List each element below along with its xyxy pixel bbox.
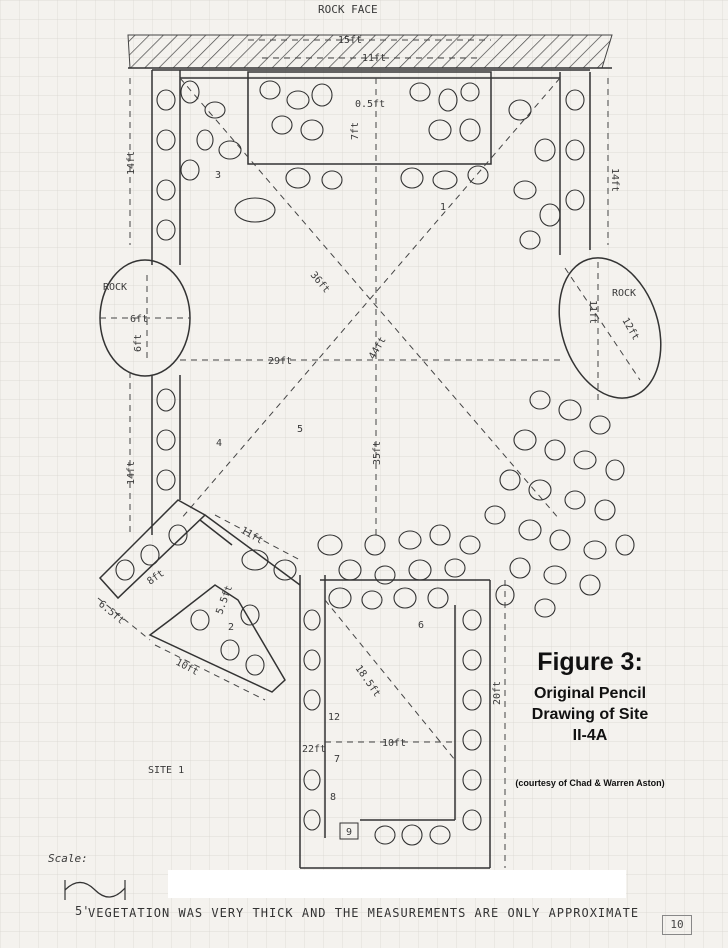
area-number: 8: [330, 792, 337, 803]
scale-value: 5': [75, 904, 90, 918]
figure-subtitle-line: II-4A: [572, 727, 608, 744]
dim-diag-center: 44ft: [367, 335, 389, 362]
area-number: 2: [228, 622, 235, 633]
area-number: 7: [334, 754, 341, 765]
dim-top-outer: 15ft: [338, 35, 363, 46]
figure-title: Figure 3:: [537, 648, 643, 676]
dim-top-inner: 11ft: [362, 53, 387, 64]
dim-rock-right-height: 11ft: [587, 300, 598, 325]
dim-rock-right-diag: 12ft: [619, 316, 641, 343]
page-number: 10: [662, 915, 692, 935]
area-number: 3: [215, 170, 222, 181]
dim-inner-height: 7ft: [350, 121, 361, 140]
rock-left-label: ROCK: [103, 282, 128, 293]
figure-subtitle-line: Drawing of Site: [531, 706, 649, 723]
figure-subtitle: [470, 680, 710, 746]
area-number: 5: [297, 424, 304, 435]
rock-right-label: ROCK: [612, 288, 637, 299]
dim-lower-left: 22ft: [302, 744, 327, 755]
dim-wing-d: 6.5ft: [96, 598, 127, 627]
dim-rock-left-height: 6ft: [133, 333, 144, 352]
dim-diag-left: 36ft: [307, 269, 332, 296]
dim-wing-b: 8ft: [145, 568, 167, 588]
dim-lower-width: 10ft: [382, 738, 407, 749]
dim-inner-gap: 0.5ft: [355, 99, 386, 110]
dim-wing-c: 5.5ft: [214, 583, 236, 617]
area-number: 9: [346, 827, 353, 838]
dim-right-upper: 14ft: [609, 168, 620, 193]
redaction-block: [168, 870, 626, 898]
dim-left-upper: 14ft: [126, 150, 137, 175]
dim-lower-height: 20ft: [492, 680, 503, 705]
dim-lower-diag: 18.5ft: [352, 663, 383, 700]
area-number: 12: [328, 712, 341, 723]
dim-wing-e: 10ft: [173, 656, 201, 678]
dim-wing-a: 11ft: [238, 525, 265, 547]
figure-credit: (courtesy of Chad & Warren Aston): [515, 778, 665, 788]
dim-rock-left-width: 6ft: [130, 314, 149, 325]
footer-note: VEGETATION WAS VERY THICK AND THE MEASUREMENTS ARE ONLY APPROXIMATE: [88, 906, 640, 920]
scale-label: Scale:: [48, 852, 88, 865]
site-label: SITE 1: [148, 765, 185, 776]
area-number: 4: [216, 438, 223, 449]
dim-width-main: 29ft: [268, 356, 293, 367]
rock-face-label: ROCK FACE: [318, 3, 378, 16]
figure-subtitle-line: Original Pencil: [533, 685, 647, 702]
dim-left-lower: 14ft: [126, 460, 137, 485]
area-number: 1: [440, 202, 447, 213]
dim-vertical-center: 35ft: [372, 440, 383, 465]
area-number: 6: [418, 620, 425, 631]
